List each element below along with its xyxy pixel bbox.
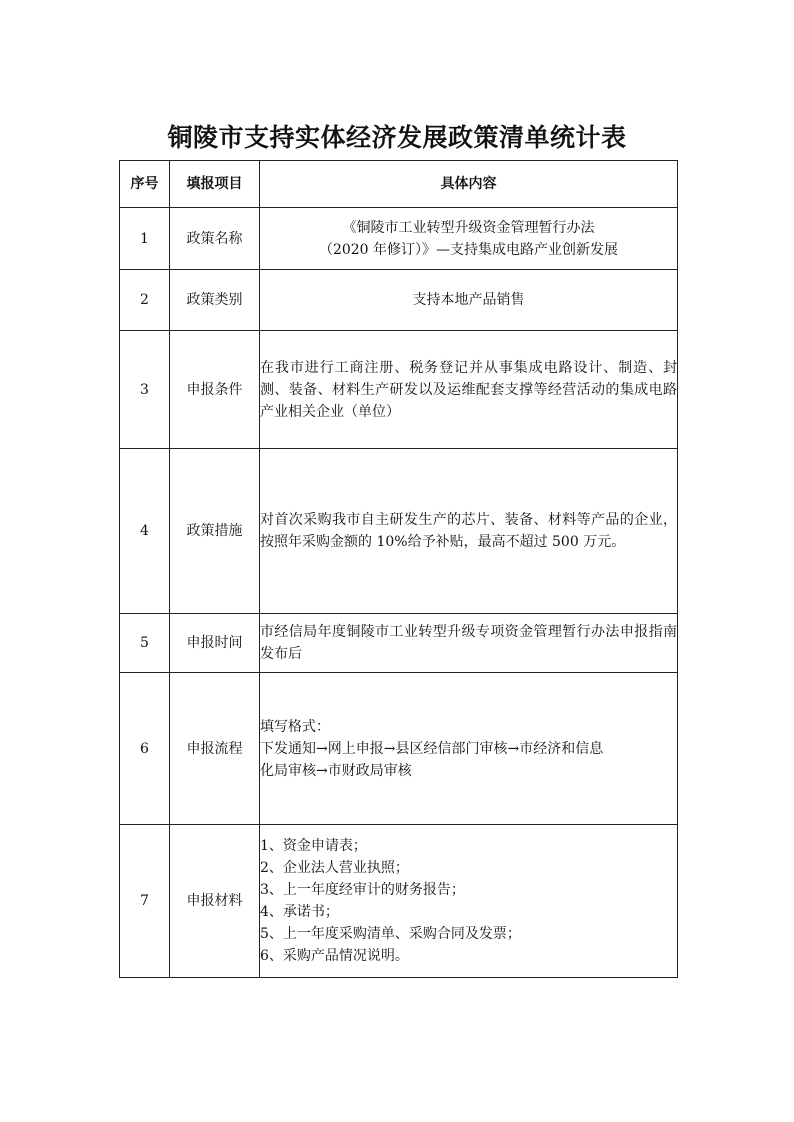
row-item: 政策措施	[170, 449, 260, 614]
row-item: 申报材料	[170, 825, 260, 978]
content-line: 6、采购产品情况说明。	[260, 948, 409, 964]
header-item: 填报项目	[170, 161, 260, 208]
document-title: 铜陵市支持实体经济发展政策清单统计表	[167, 123, 627, 152]
row-item: 申报条件	[170, 331, 260, 449]
content-line: 1、资金申请表；	[260, 838, 367, 854]
table-row	[120, 673, 678, 825]
row-content	[260, 208, 678, 270]
row-number: 5	[120, 614, 170, 673]
row-number: 3	[120, 331, 170, 449]
row-content: 在我市进行工商注册、税务登记并从事集成电路设计、制造、封测、装备、材料生产研发以及运维配套支撑等经营活动的集成电路产业相关企业（单位）	[260, 331, 678, 449]
table-row	[120, 331, 678, 449]
row-number: 7	[120, 825, 170, 978]
row-number: 2	[120, 270, 170, 331]
policy-table	[119, 160, 678, 978]
content-line: 下发通知→网上申报→县区经信部门审核→市经济和信息	[260, 740, 604, 757]
row-item: 申报时间	[170, 614, 260, 673]
header-content: 具体内容	[260, 161, 678, 208]
row-content: 对首次采购我市自主研发生产的芯片、装备、材料等产品的企业，按照年采购金额的 10%给予补贴，最高不超过 500 万元。	[260, 449, 678, 614]
row-item: 政策类别	[170, 270, 260, 331]
content-line: 《铜陵市工业转型升级资金管理暂行办法	[342, 219, 595, 236]
row-content	[260, 825, 678, 978]
content-line: 3、上一年度经审计的财务报告；	[260, 882, 465, 898]
header-row	[120, 161, 678, 208]
row-number: 4	[120, 449, 170, 614]
row-item: 申报流程	[170, 673, 260, 825]
content-line: 2、企业法人营业执照；	[260, 860, 409, 876]
row-content: 市经信局年度铜陵市工业转型升级专项资金管理暂行办法申报指南发布后	[260, 614, 678, 673]
table-row	[120, 614, 678, 673]
table-row	[120, 270, 678, 331]
content-line: 5、上一年度采购清单、采购合同及发票；	[260, 926, 521, 942]
row-content	[260, 673, 678, 825]
table-row	[120, 449, 678, 614]
content-line: 4、承诺书；	[260, 904, 339, 920]
row-number: 1	[120, 208, 170, 270]
header-seq: 序号	[120, 161, 170, 208]
table-row	[120, 208, 678, 270]
row-content: 支持本地产品销售	[260, 270, 678, 331]
row-item: 政策名称	[170, 208, 260, 270]
table-row	[120, 825, 678, 978]
content-line: 化局审核→市财政局审核	[260, 762, 412, 779]
content-line: 填写格式：	[260, 718, 330, 735]
row-number: 6	[120, 673, 170, 825]
content-line: （2020 年修订）》—支持集成电路产业创新发展	[318, 241, 619, 258]
